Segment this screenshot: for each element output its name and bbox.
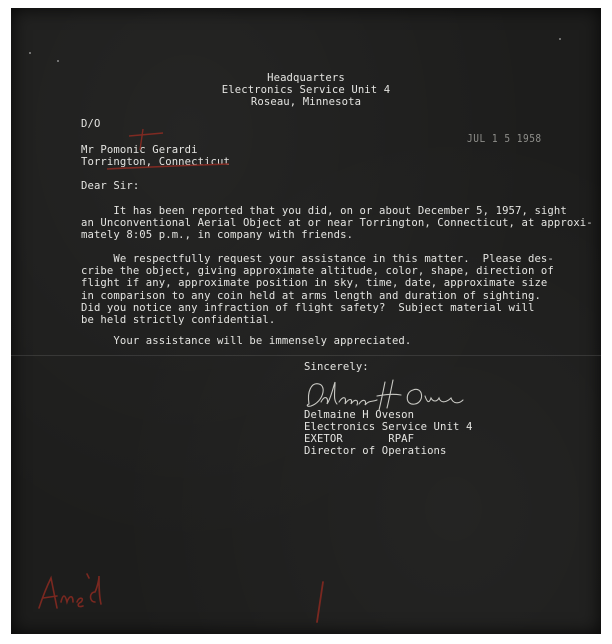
letter-sheet (11, 8, 601, 634)
letterhead-line-3: Roseau, Minnesota (250, 96, 362, 108)
letterhead-line-1: Headquarters (267, 72, 345, 84)
addressee-location: Torrington, Connecticut (81, 156, 230, 168)
reference-code: D/O (81, 118, 101, 130)
signer-name: Delmaine H Oveson (304, 409, 415, 421)
date-stamp: JUL 1 5 1958 (467, 133, 542, 146)
paper-fold-line (11, 355, 601, 356)
salutation: Dear Sir: (81, 180, 140, 192)
red-pencil-stroke (311, 578, 331, 626)
signer-unit: Electronics Service Unit 4 (304, 421, 473, 433)
signer-position: Director of Operations (304, 445, 447, 457)
body-paragraph-2: We respectfully request your assistance in this matter. Please des- cribe the object, giving approximate altitude, color, shape, direction of flight if any, approximate position in sky, time, date, approximate size in comparison to any coin held at arms length and duration of sighting. Did you notice any infraction of flight safety? Subject material will be held strictly confidential. (81, 253, 554, 327)
signer-title-code: EXETOR RPAF (304, 433, 415, 445)
dust-speck (29, 52, 31, 54)
dust-speck (57, 60, 59, 62)
body-paragraph-1: It has been reported that you did, on or about December 5, 1957, sight an Unconventional Aerial Object at or near Torrington, Connecticut, at approxi- mately 8:05 p.m., in company with friends. (81, 205, 593, 242)
addressee-name: Mr Pomonic Gerardi (81, 144, 198, 156)
closing: Sincerely: (304, 361, 369, 373)
red-pencil-marks (77, 124, 247, 174)
margin-note-handwritten (33, 568, 113, 616)
dust-speck (559, 38, 561, 40)
letterhead-line-2: Electronics Service Unit 4 (221, 84, 391, 96)
body-paragraph-3: Your assistance will be immensely appreciated. (81, 335, 412, 347)
